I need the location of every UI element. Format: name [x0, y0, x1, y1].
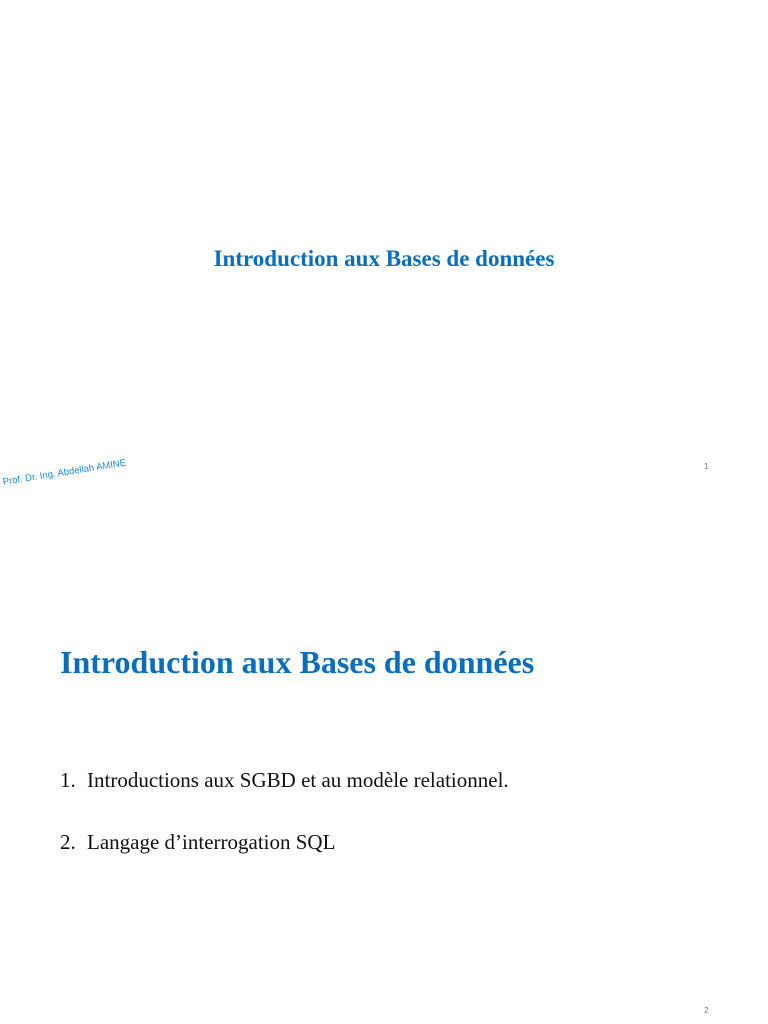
slide-1-page-number: 1 [704, 462, 709, 471]
list-item [60, 766, 509, 828]
slide-2-title: Introduction aux Bases de données [60, 644, 535, 680]
outline-list [60, 766, 509, 890]
list-item [60, 828, 509, 890]
slide-1-title: Introduction aux Bases de données [213, 246, 555, 271]
slide-2 [0, 512, 768, 1024]
slide-2-page-number: 2 [704, 1006, 709, 1015]
list-item-number: 2. [60, 830, 76, 854]
list-item-number: 1. [60, 768, 76, 792]
author-watermark: Prof. Dr. Ing. Abdellah AMINE [2, 457, 127, 488]
list-item-text: Langage d’interrogation SQL [87, 830, 336, 854]
list-item-text: Introductions aux SGBD et au modèle relationnel. [87, 768, 509, 792]
